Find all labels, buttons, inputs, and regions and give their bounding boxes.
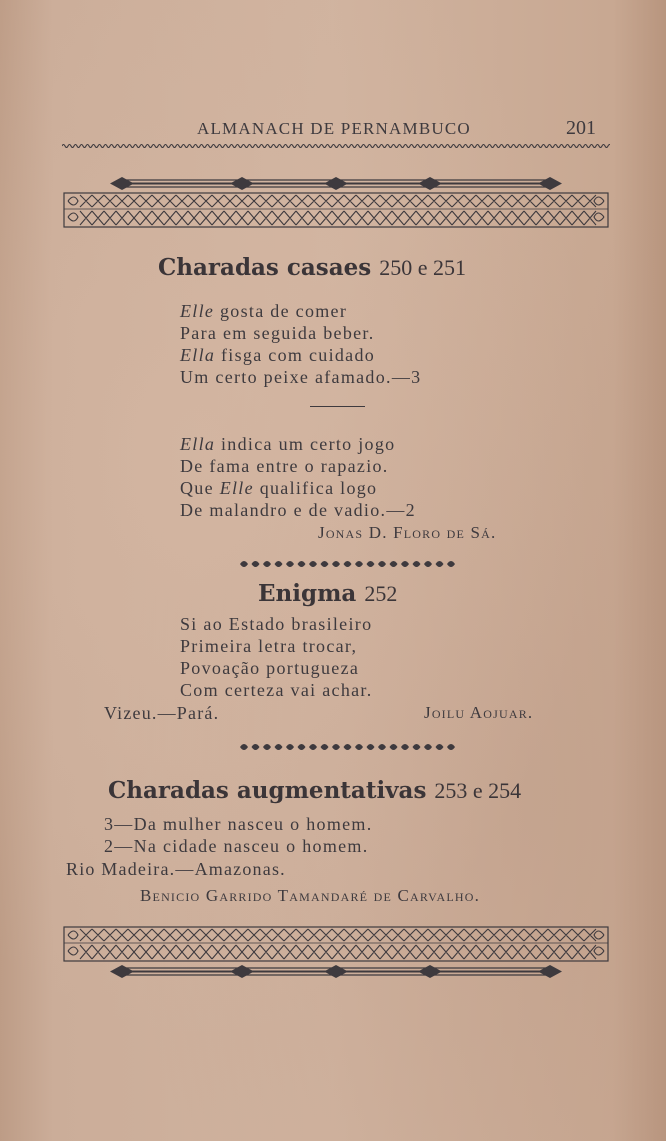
verse-line: Que Elle qualifica logo	[180, 478, 378, 498]
short-divider	[310, 406, 365, 407]
verse-line: 3—Da mulher nasceu o homem.	[104, 814, 373, 834]
augmentativas-verse	[104, 813, 373, 857]
heading-charadas-augmentativas	[108, 777, 521, 804]
verse-line: Para em seguida beber.	[180, 323, 375, 343]
stanza-1	[180, 300, 421, 388]
running-title: ALMANACH DE PERNAMBUCO	[197, 119, 471, 138]
heading-numbers: 252	[364, 581, 398, 606]
heading-charadas-casaes	[158, 254, 466, 281]
heading-title: Charadas augmentativas	[108, 777, 427, 804]
verse-line: 2—Na cidade nasceu o homem.	[104, 836, 369, 856]
heading-enigma	[258, 580, 397, 607]
verse-line: Si ao Estado brasileiro	[180, 614, 373, 634]
heading-numbers: 250 e 251	[379, 255, 466, 280]
verse-line: De fama entre o rapazio.	[180, 456, 389, 476]
signature-2: Joilu Aojuar.	[424, 703, 534, 722]
ornament-band-top	[62, 176, 610, 232]
wavy-rule-top	[62, 141, 610, 151]
place-3: Rio Madeira.—Amazonas.	[66, 859, 286, 879]
page-number: 201	[566, 117, 596, 139]
place-2: Vizeu.—Pará.	[104, 703, 220, 723]
verse-line: Primeira letra trocar,	[180, 636, 358, 656]
verse-line: Um certo peixe afamado.—3	[180, 367, 422, 387]
ornament-band-bottom	[62, 924, 610, 980]
verse-line: Ella indica um certo jogo	[180, 434, 396, 454]
heading-numbers: 253 e 254	[434, 778, 522, 803]
stanza-2	[180, 433, 416, 521]
heading-title: Charadas casaes	[158, 254, 372, 281]
enigma-verse	[180, 613, 373, 701]
verse-line: Com certeza vai achar.	[180, 680, 373, 700]
verse-line: De malandro e de vadio.—2	[180, 500, 416, 520]
fleuron-row-2	[236, 741, 460, 753]
signature-3: Benicio Garrido Tamandaré de Carvalho.	[140, 886, 481, 905]
verse-line: Povoação portugueza	[180, 658, 360, 678]
fleuron-row-1	[236, 558, 460, 570]
heading-title: Enigma	[258, 580, 357, 607]
signature-1: Jonas D. Floro de Sá.	[318, 523, 497, 542]
verse-line: Elle gosta de comer	[180, 301, 348, 321]
verse-line: Ella fisga com cuidado	[180, 345, 376, 365]
